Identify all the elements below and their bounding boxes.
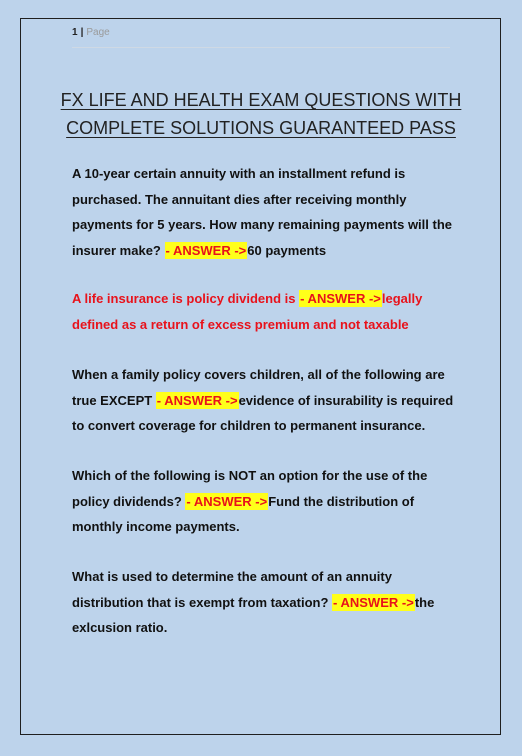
answer-text: evidence of insurability is required to convert coverage for children to permanent insurance. [72, 392, 454, 433]
answer-marker: - ANSWER -> [186, 493, 268, 509]
page-number: 1 [72, 27, 78, 38]
page-label: Page [86, 27, 110, 38]
answer-text: Fund the distribution of monthly income payments. [72, 493, 415, 534]
answer-marker: - ANSWER -> [165, 242, 247, 258]
answer-marker: - ANSWER -> [300, 291, 381, 306]
page-separator: | [80, 27, 84, 38]
answer-marker: - ANSWER -> [156, 392, 238, 408]
question-text: What is used to determine the amount of an annuity distribution that is exempt from taxation? [72, 569, 392, 610]
document-title: FX LIFE AND HEALTH EXAM QUESTIONS WITH COMPLETE SOLUTIONS GUARANTEED PASS [60, 90, 462, 138]
question-text: Which of the following is NOT an option for the use of the policy dividends? [72, 468, 428, 509]
qa-item-2 [72, 286, 462, 337]
qa-item-4 [72, 463, 462, 540]
page-header [72, 27, 110, 39]
header-rule [72, 47, 450, 48]
question-text: A life insurance is policy dividend is [72, 291, 300, 306]
answer-marker: - ANSWER -> [333, 594, 414, 610]
qa-item-3 [72, 362, 462, 439]
answer-text: 60 payments [247, 242, 327, 258]
qa-item-5 [72, 564, 462, 641]
answer-text: the exlcusion ratio. [72, 594, 435, 635]
question-text: A 10-year certain annuity with an installment refund is purchased. The annuitant dies after receiving monthly payments for 5 years. How many remaining payments will the insurer make? [72, 166, 453, 258]
answer-text: legally defined as a return of excess premium and not taxable [72, 291, 423, 332]
qa-item-1 [72, 161, 462, 263]
question-text: When a family policy covers children, all of the following are true EXCEPT [72, 367, 445, 408]
